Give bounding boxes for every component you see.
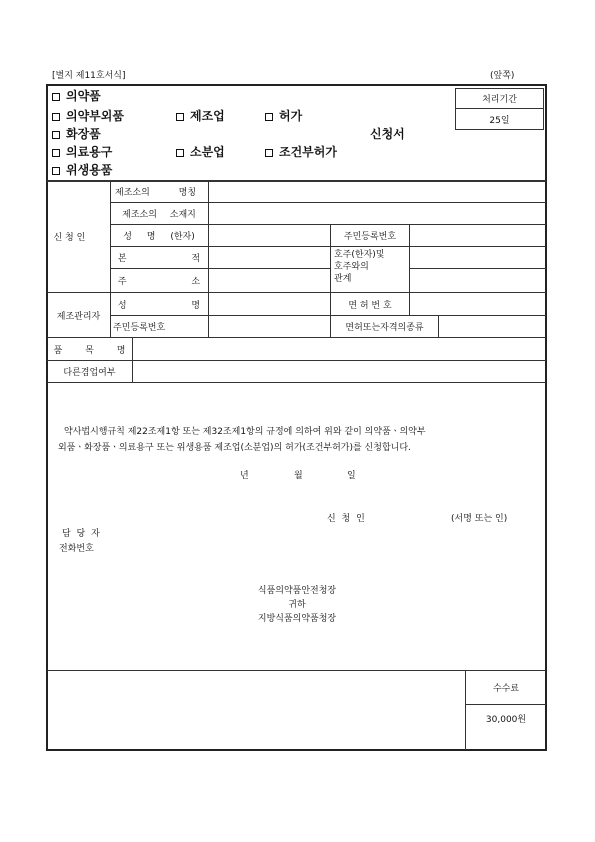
option-cosmetics[interactable]: 화장품 bbox=[52, 127, 101, 141]
date-year-label: 년 bbox=[240, 471, 249, 481]
mfr-name-label: 제조소의 명칭 bbox=[115, 188, 197, 198]
address-field[interactable] bbox=[209, 269, 330, 292]
option-manufacture[interactable]: 제조업 bbox=[176, 109, 225, 123]
address-label: 주 소 bbox=[117, 277, 201, 287]
household-relation-field[interactable] bbox=[410, 269, 546, 292]
product-name-field[interactable] bbox=[133, 338, 546, 360]
checkbox-icon bbox=[52, 149, 60, 157]
checkbox-icon bbox=[52, 113, 60, 121]
manager-name-field[interactable] bbox=[209, 293, 330, 315]
manager-name-label: 성 명 bbox=[117, 300, 201, 311]
fee-label: 수수료 bbox=[492, 684, 520, 694]
license-number-field[interactable] bbox=[410, 293, 546, 315]
manager-rrn-field[interactable] bbox=[209, 316, 330, 337]
statement-line-2: 외품ㆍ화장품ㆍ의료용구 또는 위생용품 제조업(소분업)의 허가(조건부허가)를 신청합니다. bbox=[58, 443, 411, 453]
option-permit[interactable]: 허가 bbox=[265, 109, 302, 123]
checkbox-icon bbox=[176, 149, 184, 157]
checkbox-icon bbox=[52, 167, 60, 175]
household-head-field[interactable] bbox=[410, 247, 546, 268]
checkbox-icon bbox=[176, 113, 184, 121]
option-hygiene[interactable]: 위생용품 bbox=[52, 163, 112, 177]
checkbox-icon bbox=[52, 93, 60, 101]
manager-rrn-label: 주민등록번호 bbox=[113, 323, 166, 333]
option-medical-device[interactable]: 의료용구 bbox=[52, 145, 112, 159]
option-pharma[interactable]: 의약품 bbox=[52, 89, 101, 103]
applicant-name-label: 성 명 (한자) bbox=[123, 232, 195, 242]
fee-value: 30,000원 bbox=[485, 715, 527, 725]
addressee-regional: 지방식품의약품청장 bbox=[257, 614, 337, 624]
applicant-signature-field[interactable] bbox=[375, 510, 445, 528]
applicant-name-field[interactable] bbox=[209, 225, 330, 246]
signature-note: (서명 또는 인) bbox=[451, 514, 508, 524]
addressee-kfda: 식품의약품안전청장 bbox=[257, 586, 337, 596]
applicant-rrn-field[interactable] bbox=[410, 225, 546, 246]
mfr-name-field[interactable] bbox=[209, 181, 546, 202]
option-conditional-permit[interactable]: 조건부허가 bbox=[265, 145, 337, 159]
license-number-label: 면 허 번 호 bbox=[348, 300, 392, 311]
addressee-honorific: 귀하 bbox=[288, 600, 306, 610]
option-subdivision[interactable]: 소분업 bbox=[176, 145, 225, 159]
license-type-field[interactable] bbox=[439, 316, 546, 337]
mfr-address-label: 제조소의 소재지 bbox=[122, 210, 196, 220]
domicile-label: 본 적 bbox=[117, 254, 201, 264]
processing-period-value: 25일 bbox=[489, 116, 510, 126]
checkbox-icon bbox=[52, 131, 60, 139]
staff-label: 담 당 자 bbox=[62, 529, 100, 539]
product-name-label: 품 목 명 bbox=[53, 345, 126, 356]
date-day-label: 일 bbox=[347, 471, 356, 481]
checkbox-icon bbox=[265, 113, 273, 121]
domicile-field[interactable] bbox=[209, 247, 330, 268]
other-business-label: 다른겸업여부 bbox=[63, 368, 116, 378]
license-type-label: 면허또는자격의종류 bbox=[345, 323, 424, 333]
statement-line-1: 약사법시행규칙 제22조제1항 또는 제32조제1항의 규정에 의하여 위와 같이 의약품ㆍ의약부 bbox=[64, 427, 426, 437]
page-side-label: (앞쪽) bbox=[490, 71, 515, 81]
applicant-rrn-label: 주민등록번호 bbox=[343, 232, 397, 242]
phone-label: 전화번호 bbox=[59, 544, 94, 554]
household-head-label: 호주(한자)및 호주와의 관계 bbox=[334, 250, 385, 284]
mfr-address-field[interactable] bbox=[209, 203, 546, 224]
processing-period-label: 처리기간 bbox=[482, 94, 517, 105]
applicant-signature-label: 신 청 인 bbox=[327, 514, 365, 524]
form-title: 신청서 bbox=[370, 127, 405, 141]
checkbox-icon bbox=[265, 149, 273, 157]
manager-section-label: 제조관리자 bbox=[56, 311, 101, 322]
option-quasi-drug[interactable]: 의약부외품 bbox=[52, 109, 124, 123]
other-business-field[interactable] bbox=[133, 361, 546, 382]
applicant-section-label: 신 청 인 bbox=[53, 233, 86, 243]
form-number: [별지 제11호서식] bbox=[52, 71, 126, 81]
date-month-label: 월 bbox=[294, 471, 303, 481]
